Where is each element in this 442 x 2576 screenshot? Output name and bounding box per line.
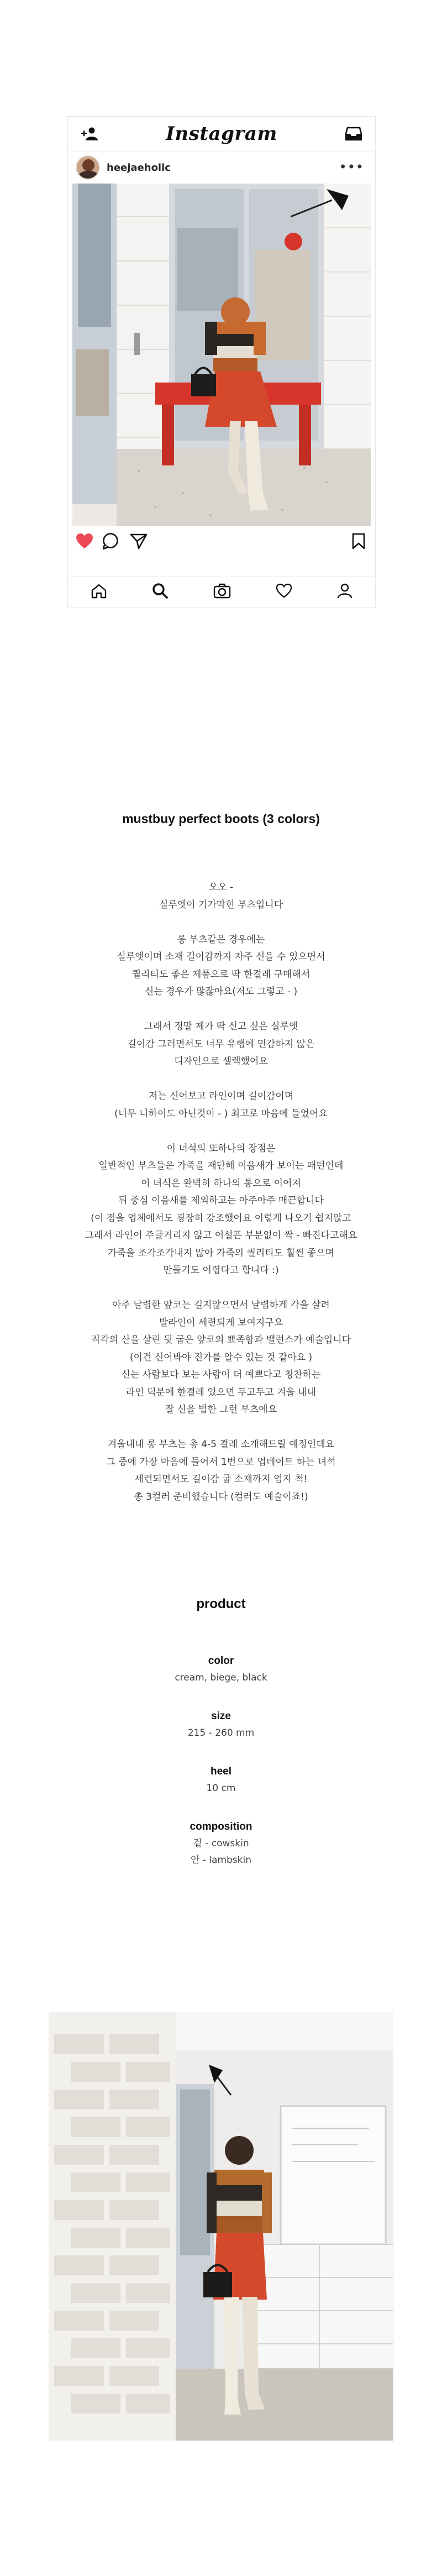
comment-icon[interactable]	[102, 533, 120, 552]
description-line: 만들기도 어렵다고 합니다 :)	[163, 1265, 279, 1276]
send-icon[interactable]	[130, 533, 148, 552]
description-line: 발라인이 세련되게 보여지구요	[159, 1317, 283, 1328]
description-line: (이건 신어봐야 진가를 알수 있는 것 같아요 )	[129, 1352, 313, 1363]
description-line: 신는 사람보다 보는 사람이 더 예쁘다고 칭찬하는	[121, 1369, 321, 1380]
description-line: 총 3컬러 준비했습니다 (컬러도 예술이죠!)	[134, 1491, 308, 1502]
description-line: 잘 신을 법한 그런 부츠에요	[165, 1404, 277, 1415]
spec-label: composition	[190, 1821, 252, 1832]
product-description	[0, 879, 442, 1523]
product-photo-illustration	[49, 2012, 393, 2441]
spec-value: 안 - lambskin	[190, 1855, 252, 1866]
description-line: 겨울내내 롱 부츠는 총 4-5 켤레 소개해드릴 예정인데요	[107, 1439, 335, 1450]
spec-value: cream, biege, black	[175, 1672, 267, 1683]
description-line: 일반적인 부츠들은 가죽을 재단해 이음새가 보이는 패턴인데	[98, 1160, 344, 1171]
home-icon[interactable]	[91, 583, 107, 601]
description-line: (이 점을 업체에서도 굉장히 강조했어요 이렇게 나오기 쉽지않고	[91, 1212, 351, 1224]
post-photo-illustration	[72, 184, 371, 526]
description-line: 실루엣이 기가막힌 부츠입니다	[159, 899, 283, 910]
description-paragraph	[0, 1436, 442, 1506]
spec-composition	[0, 1819, 442, 1868]
description-line: 가죽을 조각조각내지 않아 가죽의 퀄리티도 훨씬 좋으며	[107, 1247, 335, 1259]
heart-outline-icon[interactable]	[276, 583, 292, 601]
avatar[interactable]	[76, 155, 100, 180]
product-title: mustbuy perfect boots (3 colors)	[122, 811, 320, 826]
description-line: 저는 신어보고 라인이며 길이감이며	[148, 1091, 294, 1102]
description-line: 오오 -	[208, 882, 234, 893]
description-line: 그래서 정말 제가 딱 신고 싶은 실루엣	[144, 1021, 298, 1032]
description-line: 길이감 그러면서도 너무 유행에 민감하지 않은	[127, 1038, 315, 1050]
description-line: 이 녀석은 완벽히 하나의 통으로 이어져	[141, 1177, 301, 1189]
description-paragraph	[0, 1088, 442, 1123]
description-line: 세련되면서도 길이감 굽 소재까지 엄지 척!	[134, 1474, 308, 1485]
post-header	[68, 151, 375, 184]
description-paragraph	[0, 879, 442, 914]
description-paragraph	[0, 1297, 442, 1419]
spec-heel	[0, 1763, 442, 1797]
description-line: 그 중에 가장 마음에 들어서 1번으로 업데이트 하는 녀석	[106, 1456, 336, 1468]
post-photo	[72, 184, 371, 526]
spec-label: size	[211, 1710, 231, 1722]
description-line: 퀄리티도 좋은 제품으로 딱 한켤레 구매해서	[131, 968, 311, 980]
more-options-icon[interactable]: •••	[339, 159, 364, 175]
bookmark-icon[interactable]	[352, 533, 365, 552]
spec-color	[0, 1653, 442, 1686]
instagram-logo: Instagram	[166, 123, 277, 145]
description-line: (너무 니하이도 아닌것이 - ) 최고로 마음에 들었어요	[114, 1108, 328, 1119]
spec-label: color	[208, 1655, 234, 1667]
bottom-navigation	[68, 576, 375, 608]
description-paragraph	[0, 1018, 442, 1071]
search-icon[interactable]	[152, 583, 169, 601]
post-action-bar	[68, 526, 375, 556]
instagram-top-bar	[68, 117, 375, 151]
description-line: 라인 덕분에 한켤레 있으면 두고두고 겨울 내내	[125, 1386, 317, 1398]
inbox-icon[interactable]	[344, 125, 363, 142]
spec-label: heel	[210, 1766, 232, 1777]
spec-value: 겉 - cowskin	[193, 1838, 249, 1849]
add-user-icon[interactable]	[80, 125, 99, 142]
description-line: 이 녀석의 또하나의 장점은	[166, 1143, 276, 1154]
username[interactable]: heejaeholic	[107, 161, 171, 174]
description-paragraph	[0, 931, 442, 1001]
description-line: 롱 부츠같은 경우에는	[177, 934, 265, 945]
profile-icon[interactable]	[337, 583, 352, 601]
description-line: 직각의 산을 살린 뒷 굽은 앞코의 뾰족함과 밸런스가 예술입니다	[91, 1334, 351, 1345]
spec-value: 215 - 260 mm	[187, 1727, 255, 1739]
description-line: 디자인으로 셀렉했어요	[174, 1056, 268, 1067]
camera-icon[interactable]	[213, 583, 231, 601]
heart-filled-icon[interactable]	[76, 533, 93, 552]
product-photo	[49, 2012, 393, 2441]
product-spec-heading: product	[196, 1596, 246, 1611]
instagram-post-card	[67, 116, 376, 608]
description-line: 뒤 중심 이음새를 제외하고는 아주아주 매끈합니다	[118, 1195, 324, 1206]
description-line: 신는 경우가 많잖아요(저도 그렇고 - )	[144, 986, 298, 997]
spec-value: 10 cm	[206, 1783, 236, 1794]
description-line: 그래서 라인이 주글거리지 않고 어설픈 부분없이 싹 - 빠진다고해요	[85, 1230, 357, 1241]
description-line: 실루엣이며 소재 길이감까지 자주 신을 수 있으면서	[117, 951, 325, 962]
description-line: 아주 날렵한 앞코는 길지않으면서 날렵하게 각을 살려	[112, 1300, 330, 1311]
description-paragraph	[0, 1140, 442, 1280]
spec-size	[0, 1708, 442, 1741]
